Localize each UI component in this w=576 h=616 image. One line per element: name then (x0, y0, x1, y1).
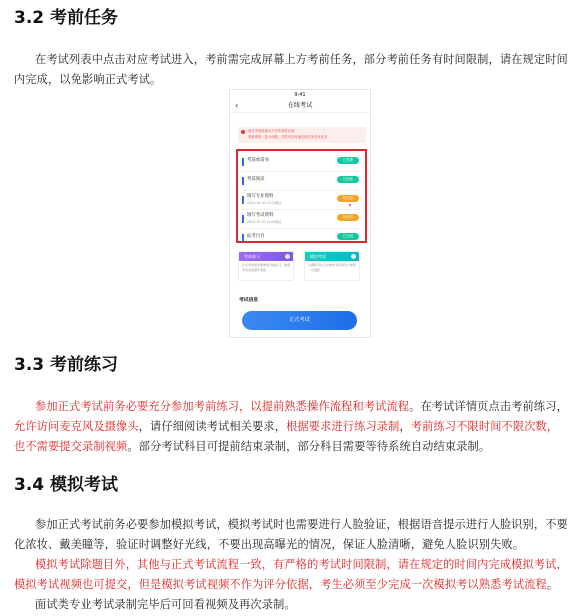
task-item[interactable] (242, 153, 361, 172)
practice-cards (238, 251, 366, 281)
practice-card[interactable] (238, 251, 294, 281)
chevron-left-icon[interactable]: ‹ (235, 101, 239, 110)
task-marker (242, 158, 244, 166)
task-name: 填写考试资料 (247, 213, 274, 218)
text-segment: 根据要求进行练习录制 (286, 420, 400, 433)
task-name: 考前承诺书 (247, 158, 269, 163)
task-deadline: 2020-10-30 10:00截止 (247, 201, 283, 205)
text-segment: 。 (546, 578, 559, 591)
heading-3-2: 3.2 考前任务 (14, 8, 119, 28)
task-item[interactable] (242, 210, 361, 229)
notice-line: 准备事项：及小问题，这样可以快速完成任务完成任务 (248, 134, 328, 139)
practice-card-text: 正式考试前需要参加考前练习，熟悉考试系统操作流程 (242, 263, 291, 272)
text-segment: 考前练习不限时间不限次数，也不需要提交录制视频 (14, 420, 559, 453)
task-marker (242, 234, 244, 242)
paragraph-3-4 (14, 515, 568, 615)
pre-exam-task-list (236, 149, 367, 243)
task-item[interactable] (242, 191, 361, 210)
header-divider (230, 112, 370, 113)
task-item[interactable] (242, 229, 361, 247)
task-status-pill[interactable]: 已完成 (337, 233, 359, 240)
text-segment: 。在考试详情页点击考前练习， (409, 400, 568, 413)
text-segment: 。部分考试科目可提前结束录制，部分科目需要等待系统自动结束录制。 (127, 440, 491, 453)
text-segment: ，请仔细阅读考试相关要求， (138, 420, 287, 433)
text-segment: 模拟考试除题目外，其他与正式考试流程一致，有严格的考试时间限制，请在规定的时间内完成模拟考试，模拟考试视频也可提交，但是模拟考试视频不作为评分依据，考生必须至少完成一次模拟考以熟悉考试流程 (14, 558, 568, 591)
paragraph-3-3-text (14, 397, 568, 457)
task-deadline: 2020-10-30 10:00截止 (247, 220, 283, 224)
mock-exam-card-label: 模拟考试 (310, 254, 326, 259)
mock-exam-card-text: 为确保考生正常参加考试请至少参加一次模拟 (308, 263, 357, 272)
task-name: 考前阅读 (247, 177, 265, 182)
task-name: 填写专业资料 (247, 194, 274, 199)
alert-dot-icon (241, 130, 245, 134)
task-status-pill[interactable]: 已阅读 (337, 176, 359, 183)
heading-3-4: 3.4 模拟考试 (14, 475, 119, 495)
mock-exam-card[interactable] (304, 251, 360, 281)
status-bar-time: 9:41 (294, 92, 306, 98)
exam-info-label: 考试信息 (239, 298, 259, 303)
paragraph-3-4-text-3: 面试类专业考试录制完毕后可回看视频及再次录制。 (35, 598, 296, 611)
paragraph-3-2-text: 在考试列表中点击对应考试进入，考前需完成屏幕上方考前任务，部分考前任务有时间限制，请在规定时间内完成，以免影响正式考试。 (14, 53, 568, 86)
heading-3-3: 3.3 考前练习 (14, 355, 119, 375)
phone-title: 在线考试 (287, 102, 313, 109)
text-segment: 允许访问麦克风及摄像头 (14, 420, 139, 433)
task-marker (242, 177, 244, 185)
help-icon[interactable] (285, 254, 290, 259)
mock-exam-card-title (305, 252, 359, 261)
task-marker (242, 196, 244, 204)
notice-box (238, 127, 366, 143)
alert-dot-icon (349, 204, 351, 206)
paragraph-3-3 (14, 397, 568, 457)
notice-line: 请在考前准备以下任务及时完成 (248, 129, 295, 133)
phone-header (230, 100, 370, 112)
formal-exam-button[interactable]: 正式考试 (242, 311, 357, 330)
help-icon[interactable] (351, 254, 356, 259)
task-name: 报考目目 (247, 234, 265, 239)
paragraph-3-4-text-1: 参加正式考试前务必要参加模拟考试，模拟考试时也需要进行人脸验证，根据语音提示进行人脸识别，不要化浓妆、戴美瞳等，验证时调整好光线，不要出现高曝光的情况，保证人脸清晰，避免人脸识别失败。 (14, 518, 568, 551)
text-segment: ， (399, 420, 411, 433)
text-segment: 参加正式考试前务必要充分参加考前练习，以提前熟悉操作流程和考试流程 (35, 400, 410, 413)
paragraph-3-2 (14, 50, 568, 90)
practice-card-label: 考前练习 (244, 254, 260, 259)
task-status-pill[interactable]: 待完善 (337, 214, 359, 221)
task-marker (242, 215, 244, 223)
phone-screenshot (229, 89, 371, 338)
practice-card-title (239, 252, 293, 261)
task-status-pill[interactable]: 已签署 (337, 157, 359, 164)
task-item[interactable] (242, 172, 361, 191)
paragraph-3-4-text-2 (14, 555, 568, 595)
task-status-pill[interactable]: 待完善 (337, 195, 359, 202)
